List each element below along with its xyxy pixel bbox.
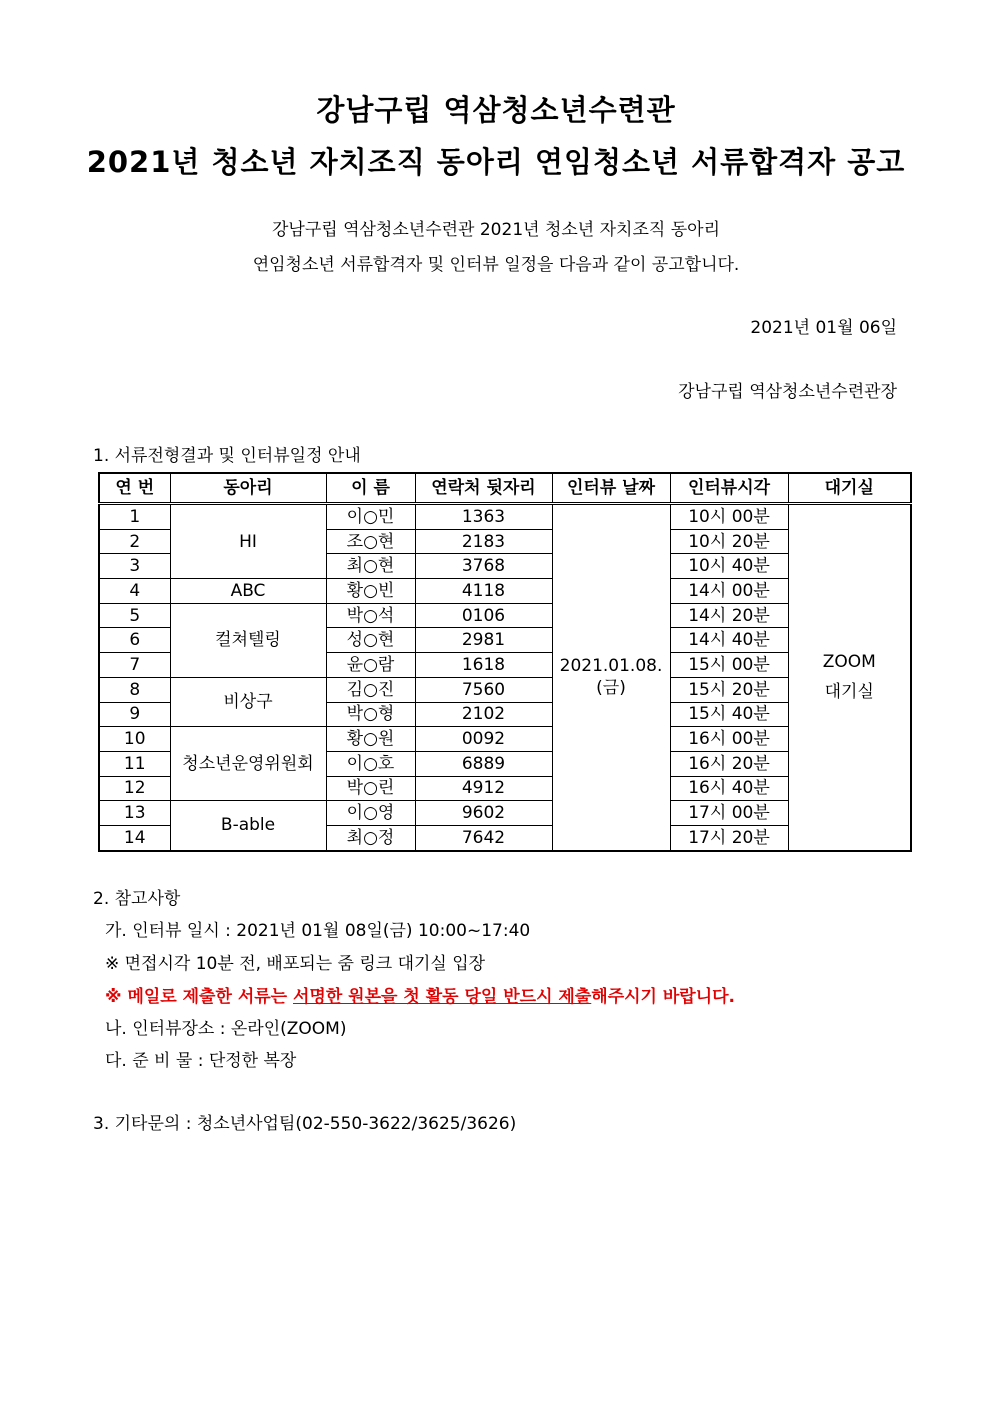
cell-no: 6: [99, 628, 170, 653]
cell-name: 윤○람: [326, 653, 415, 678]
table-row: [99, 504, 911, 530]
cell-name: 박○형: [326, 702, 415, 727]
cell-phone: 4118: [415, 579, 552, 604]
cell-time: 10시 20분: [670, 529, 788, 554]
interview-location-item: 나. 인터뷰장소 : 온라인(ZOOM): [105, 1019, 347, 1039]
cell-no: 8: [99, 677, 170, 702]
cell-name: 황○빈: [326, 579, 415, 604]
header-time: 인터뷰시각: [670, 473, 788, 504]
cell-time: 14시 20분: [670, 603, 788, 628]
header-club: 동아리: [170, 473, 326, 504]
cell-phone: 7642: [415, 825, 552, 850]
cell-no: 7: [99, 653, 170, 678]
cell-phone: 3768: [415, 554, 552, 579]
cell-time: 15시 20분: [670, 677, 788, 702]
cell-phone: 9602: [415, 801, 552, 826]
cell-club: B-able: [170, 801, 326, 851]
document-title: 강남구립 역삼청소년수련관: [316, 93, 676, 127]
cell-phone: 2981: [415, 628, 552, 653]
cell-no: 4: [99, 579, 170, 604]
waiting-room-line-1: ZOOM: [822, 652, 876, 673]
cell-no: 5: [99, 603, 170, 628]
cell-club: 컬쳐텔링: [170, 603, 326, 677]
cell-time: 10시 40분: [670, 554, 788, 579]
cell-no: 10: [99, 727, 170, 752]
warning-underlined: 서명한 원본을 첫 활동 당일 반드시 제출: [293, 987, 592, 1007]
cell-time: 16시 20분: [670, 751, 788, 776]
cell-no: 11: [99, 751, 170, 776]
document-submission-warning: [105, 982, 735, 1007]
cell-time: 15시 40분: [670, 702, 788, 727]
header-no: 연 번: [99, 473, 170, 504]
cell-name: 최○정: [326, 825, 415, 850]
cell-no: 2: [99, 529, 170, 554]
cell-name: 이○민: [326, 504, 415, 530]
cell-name: 이○호: [326, 751, 415, 776]
cell-club: 청소년운영위원회: [170, 727, 326, 801]
cell-phone: 0092: [415, 727, 552, 752]
interview-date: 2021.01.08.: [559, 656, 663, 677]
cell-phone: 2183: [415, 529, 552, 554]
cell-time: 15시 00분: [670, 653, 788, 678]
preparation-item: 다. 준 비 물 : 단정한 복장: [105, 1051, 297, 1071]
zoom-entry-note: ※ 면접시각 10분 전, 배포되는 줌 링크 대기실 입장: [105, 954, 486, 974]
cell-name: 최○현: [326, 554, 415, 579]
table-header-row: [99, 473, 911, 504]
cell-club: HI: [170, 504, 326, 579]
interview-datetime-item: 가. 인터뷰 일시 : 2021년 01월 08일(금) 10:00~17:40: [105, 921, 531, 941]
cell-time: 16시 00분: [670, 727, 788, 752]
cell-waiting-room: [788, 504, 911, 851]
cell-name: 조○현: [326, 529, 415, 554]
section-2-title: 2. 참고사항: [93, 889, 181, 909]
intro-line-1: 강남구립 역삼청소년수련관 2021년 청소년 자치조직 동아리: [272, 220, 720, 240]
intro-line-2: 연임청소년 서류합격자 및 인터뷰 일정을 다음과 같이 공고합니다.: [252, 255, 740, 275]
cell-phone: 1618: [415, 653, 552, 678]
signer: 강남구립 역삼청소년수련관장: [678, 382, 897, 402]
header-date: 인터뷰 날짜: [552, 473, 670, 504]
cell-phone: 4912: [415, 776, 552, 801]
header-room: 대기실: [788, 473, 911, 504]
cell-no: 13: [99, 801, 170, 826]
cell-no: 1: [99, 504, 170, 530]
cell-no: 12: [99, 776, 170, 801]
cell-name: 성○현: [326, 628, 415, 653]
cell-time: 17시 00분: [670, 801, 788, 826]
header-name: 이 름: [326, 473, 415, 504]
cell-name: 박○석: [326, 603, 415, 628]
interview-day: (금): [596, 678, 626, 699]
cell-time: 14시 00분: [670, 579, 788, 604]
cell-name: 황○원: [326, 727, 415, 752]
cell-phone: 0106: [415, 603, 552, 628]
cell-time: 16시 40분: [670, 776, 788, 801]
cell-name: 김○진: [326, 677, 415, 702]
cell-interview-date: [552, 504, 670, 851]
cell-club: ABC: [170, 579, 326, 604]
warning-prefix: ※ 메일로 제출한 서류는: [105, 987, 293, 1007]
cell-phone: 2102: [415, 702, 552, 727]
warning-suffix: 해주시기 바랍니다.: [591, 987, 736, 1007]
cell-no: 9: [99, 702, 170, 727]
cell-phone: 1363: [415, 504, 552, 530]
announcement-date: 2021년 01월 06일: [750, 318, 897, 338]
cell-time: 14시 40분: [670, 628, 788, 653]
section-1-title: 1. 서류전형결과 및 인터뷰일정 안내: [93, 446, 361, 466]
cell-phone: 7560: [415, 677, 552, 702]
cell-club: 비상구: [170, 677, 326, 726]
cell-phone: 6889: [415, 751, 552, 776]
cell-time: 17시 20분: [670, 825, 788, 850]
contact-info: 3. 기타문의 : 청소년사업팀(02-550-3622/3625/3626): [93, 1114, 517, 1134]
waiting-room-line-2: 대기실: [824, 682, 874, 703]
cell-no: 14: [99, 825, 170, 850]
cell-name: 이○영: [326, 801, 415, 826]
document-subtitle: 2021년 청소년 자치조직 동아리 연임청소년 서류합격자 공고: [86, 145, 906, 179]
interview-schedule-table: [98, 472, 912, 852]
cell-time: 10시 00분: [670, 504, 788, 530]
header-phone: 연락처 뒷자리: [415, 473, 552, 504]
cell-name: 박○린: [326, 776, 415, 801]
cell-no: 3: [99, 554, 170, 579]
